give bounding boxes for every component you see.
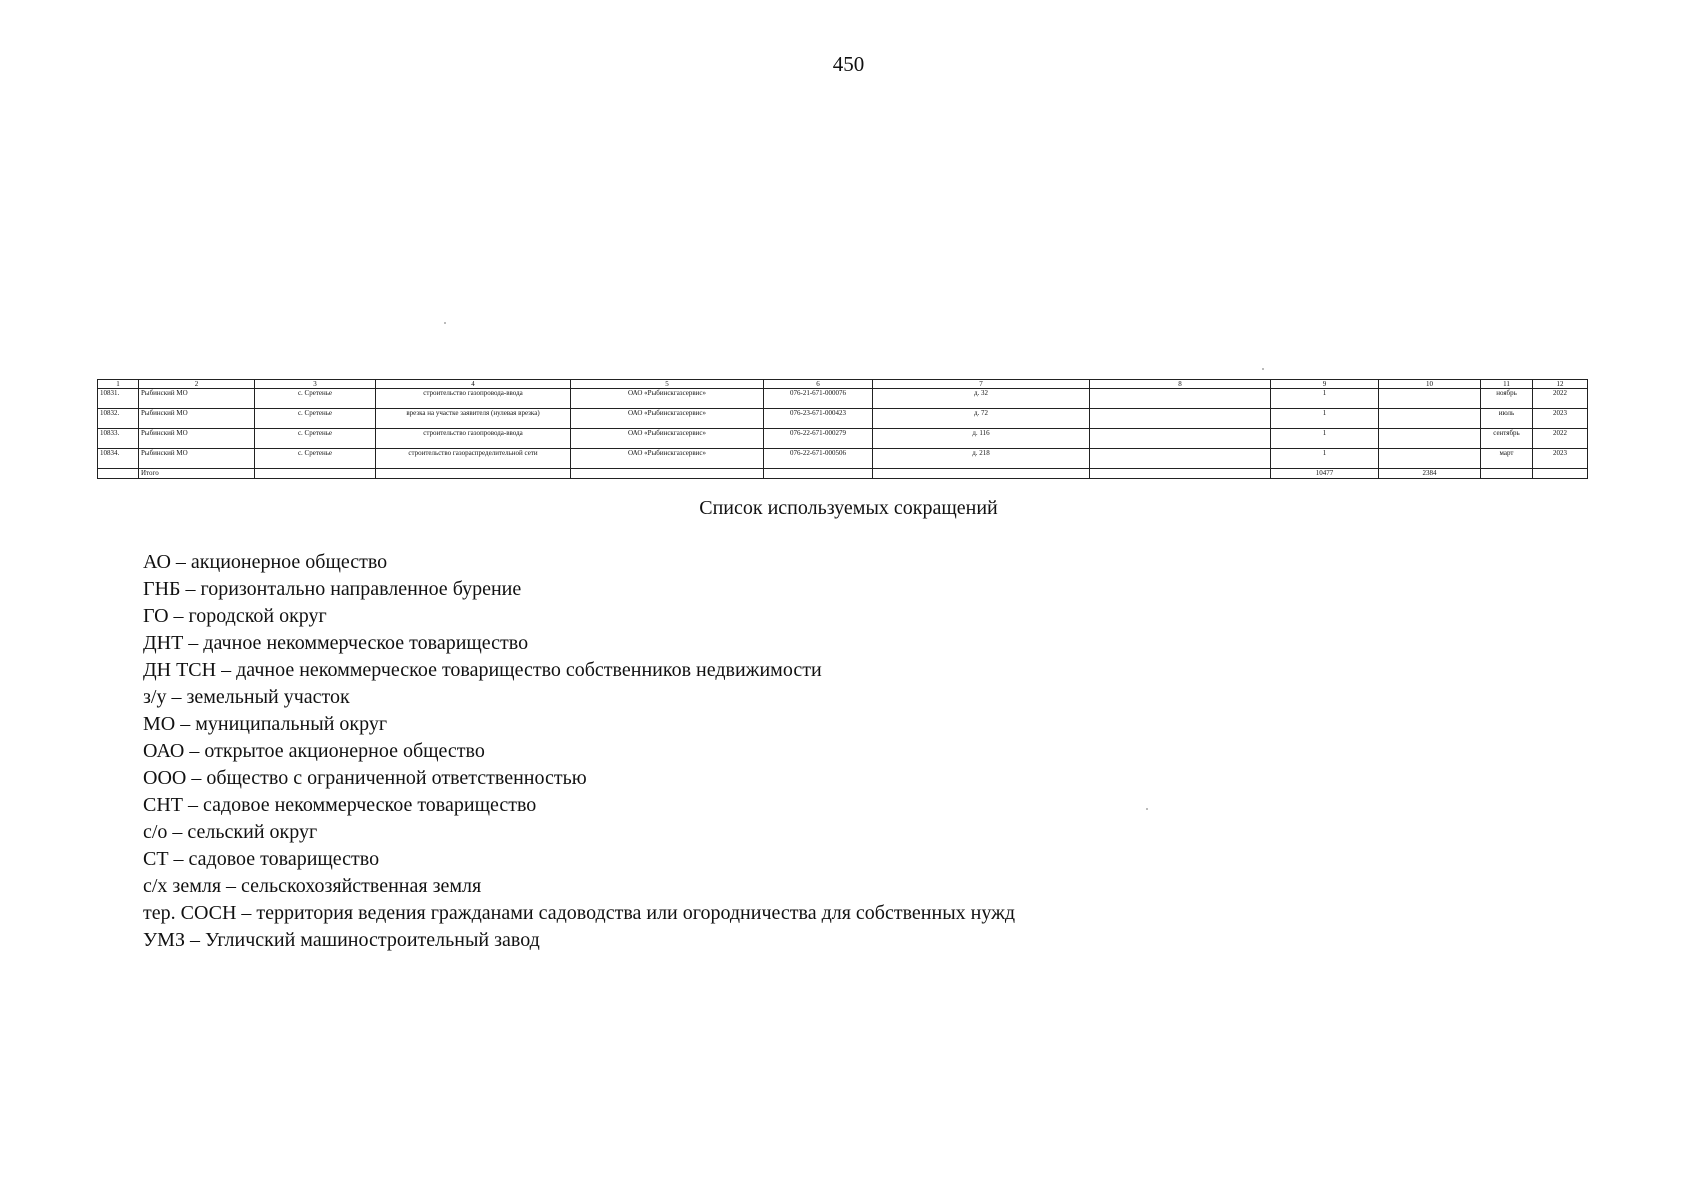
district-cell: Рыбинский МО [139,389,255,409]
work-type-cell: врезка на участке заявителя (нулевая врезка) [376,409,571,429]
column-number: 4 [376,380,571,389]
abbreviation-item: МО – муниципальный округ [143,713,388,735]
column-number: 7 [873,380,1090,389]
column-10-cell [1379,389,1481,409]
abbreviation-item: ОАО – открытое акционерное общество [143,740,485,762]
count-cell: 1 [1271,409,1379,429]
abbreviation-item: УМЗ – Угличский машиностроительный завод [143,929,540,951]
column-10-cell [1379,429,1481,449]
total-cell [1481,469,1533,479]
total-count-cell: 10477 [1271,469,1379,479]
scan-speck [1146,808,1148,810]
column-number: 10 [1379,380,1481,389]
table-row [98,389,1588,409]
column-number: 5 [571,380,764,389]
table-row [98,409,1588,429]
column-number: 12 [1533,380,1588,389]
abbreviation-item: СТ – садовое товарищество [143,848,380,870]
abbreviation-item: ГО – городской округ [143,605,327,627]
count-cell: 1 [1271,389,1379,409]
total-cell [255,469,376,479]
total-cell [873,469,1090,479]
row-number-cell: 10832. [98,409,139,429]
month-cell: сентябрь [1481,429,1533,449]
column-8-cell [1090,449,1271,469]
abbreviations-list [143,549,1015,954]
abbreviation-item: ДНТ – дачное некоммерческое товарищество [143,632,529,654]
district-cell: Рыбинский МО [139,429,255,449]
house-cell: д. 218 [873,449,1090,469]
scan-speck [444,322,446,324]
column-number: 3 [255,380,376,389]
column-8-cell [1090,389,1271,409]
organization-cell: ОАО «Рыбинскгазсервис» [571,449,764,469]
column-8-cell [1090,429,1271,449]
work-type-cell: строительство газопровода-ввода [376,389,571,409]
organization-cell: ОАО «Рыбинскгазсервис» [571,429,764,449]
abbreviation-item: с/о – сельский округ [143,821,318,843]
column-8-cell [1090,409,1271,429]
abbreviation-item: АО – акционерное общество [143,551,388,573]
district-cell: Рыбинский МО [139,409,255,429]
house-cell: д. 72 [873,409,1090,429]
total-cell [98,469,139,479]
abbreviation-item: ООО – общество с ограниченной ответственностью [143,767,587,789]
year-cell: 2022 [1533,389,1588,409]
abbreviation-item: с/х земля – сельскохозяйственная земля [143,875,482,897]
abbreviation-item: ДН ТСН – дачное некоммерческое товарищество собственников недвижимости [143,659,822,681]
abbreviation-item: СНТ – садовое некоммерческое товарищество [143,794,537,816]
registry-table-container [97,379,1587,479]
year-cell: 2022 [1533,429,1588,449]
organization-cell: ОАО «Рыбинскгазсервис» [571,389,764,409]
table-header-row [98,380,1588,389]
application-number-cell: 076-22-671-000279 [764,429,873,449]
house-cell: д. 116 [873,429,1090,449]
column-number: 9 [1271,380,1379,389]
year-cell: 2023 [1533,409,1588,429]
organization-cell: ОАО «Рыбинскгазсервис» [571,409,764,429]
application-number-cell: 076-22-671-000506 [764,449,873,469]
total-cell [1533,469,1588,479]
month-cell: ноябрь [1481,389,1533,409]
work-type-cell: строительство газопровода-ввода [376,429,571,449]
settlement-cell: с. Сретенье [255,429,376,449]
application-number-cell: 076-21-671-000076 [764,389,873,409]
year-cell: 2023 [1533,449,1588,469]
row-number-cell: 10833. [98,429,139,449]
total-column-10-cell: 2384 [1379,469,1481,479]
application-number-cell: 076-23-671-000423 [764,409,873,429]
column-number: 6 [764,380,873,389]
page-number: 450 [832,52,865,76]
month-cell: июль [1481,409,1533,429]
total-cell [764,469,873,479]
abbreviation-item: з/у – земельный участок [143,686,350,708]
total-cell [1090,469,1271,479]
settlement-cell: с. Сретенье [255,449,376,469]
scan-speck [1262,368,1264,370]
month-cell: март [1481,449,1533,469]
total-cell [376,469,571,479]
abbreviations-title: Список используемых сокращений [699,497,998,519]
table-row [98,449,1588,469]
settlement-cell: с. Сретенье [255,389,376,409]
count-cell: 1 [1271,449,1379,469]
district-cell: Рыбинский МО [139,449,255,469]
row-number-cell: 10834. [98,449,139,469]
column-10-cell [1379,409,1481,429]
registry-table [97,379,1588,479]
table-total-row [98,469,1588,479]
row-number-cell: 10831. [98,389,139,409]
total-cell [571,469,764,479]
column-number: 8 [1090,380,1271,389]
column-number: 1 [98,380,139,389]
column-10-cell [1379,449,1481,469]
house-cell: д. 32 [873,389,1090,409]
abbreviation-item: тер. СОСН – территория ведения гражданами садоводства или огородничества для собственных нужд [143,902,1016,924]
count-cell: 1 [1271,429,1379,449]
settlement-cell: с. Сретенье [255,409,376,429]
abbreviation-item: ГНБ – горизонтально направленное бурение [143,578,522,600]
work-type-cell: строительство газораспределительной сети [376,449,571,469]
total-label: Итого [139,469,255,479]
column-number: 2 [139,380,255,389]
table-row [98,429,1588,449]
column-number: 11 [1481,380,1533,389]
